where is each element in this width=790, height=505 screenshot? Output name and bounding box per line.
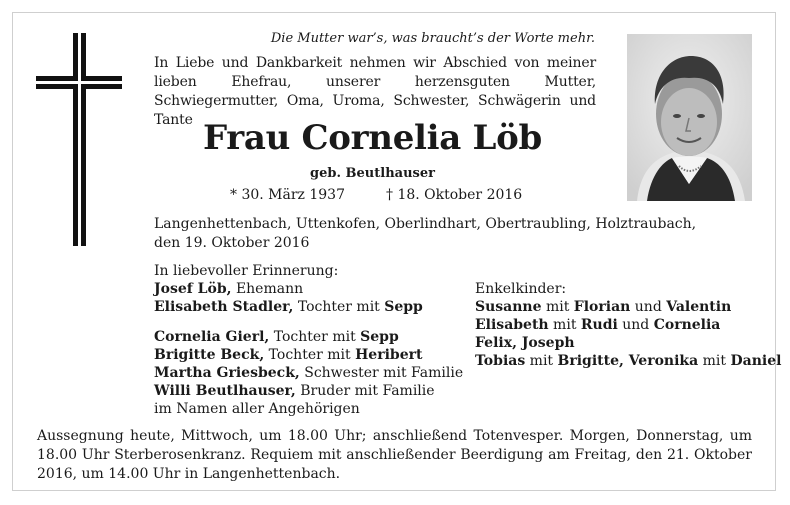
grandchildren-list xyxy=(475,280,782,370)
birth-date: * 30. März 1937 xyxy=(230,187,345,203)
list-item: Elisabeth mit Rudi und Cornelia xyxy=(475,317,721,333)
list-item: Felix, Joseph xyxy=(475,335,575,351)
deceased-name: Frau Cornelia Löb xyxy=(202,118,542,158)
places-and-date xyxy=(154,215,714,253)
list-item: Cornelia Gierl, Tochter mit Sepp xyxy=(154,329,399,345)
grandchildren-heading: Enkelkinder: xyxy=(475,281,567,297)
list-item: Tobias mit Brigitte, Veronika mit Daniel xyxy=(475,353,782,369)
list-item: Martha Griesbeck, Schwester mit Familie xyxy=(154,365,464,381)
list-item: Josef Löb, Ehemann xyxy=(154,281,304,297)
birth-name: geb. Beutlhauser xyxy=(310,166,435,181)
notice-date: den 19. Oktober 2016 xyxy=(154,235,310,251)
funeral-details: Aussegnung heute, Mittwoch, um 18.00 Uhr; anschließend Totenvesper. Morgen, Donnerstag, um 18.00 Uhr Sterberosenkranz. Requiem mit anschließender Beerdigung am Freitag, den 21. Oktober 2016, um 14.00 Uhr in Langenhettenbach. xyxy=(37,428,752,482)
list-item: Willi Beutlhauser, Bruder mit Familie xyxy=(154,383,435,399)
memory-heading: In liebevoller Erinnerung: xyxy=(154,263,339,279)
portrait-photo xyxy=(627,34,752,201)
all-relatives: im Namen aller Angehörigen xyxy=(154,401,360,417)
list-item: Susanne mit Florian und Valentin xyxy=(475,299,732,315)
motto: Die Mutter war’s, was braucht’s der Worte mehr. xyxy=(270,31,595,46)
death-date: † 18. Oktober 2016 xyxy=(386,187,523,203)
list-item: Elisabeth Stadler, Tochter mit Sepp xyxy=(154,299,423,315)
places: Langenhettenbach, Uttenkofen, Oberlindhart, Obertraubling, Holztraubach, xyxy=(154,216,697,232)
mourners-list xyxy=(154,262,474,418)
list-item: Brigitte Beck, Tochter mit Heribert xyxy=(154,347,423,363)
intro-text: In Liebe und Dankbarkeit nehmen wir Abschied von meiner lieben Ehefrau, unserer herzensguten Mutter, Schwiegermutter, Oma, Uroma, Schwester, Schwägerin und Tante xyxy=(154,55,596,128)
